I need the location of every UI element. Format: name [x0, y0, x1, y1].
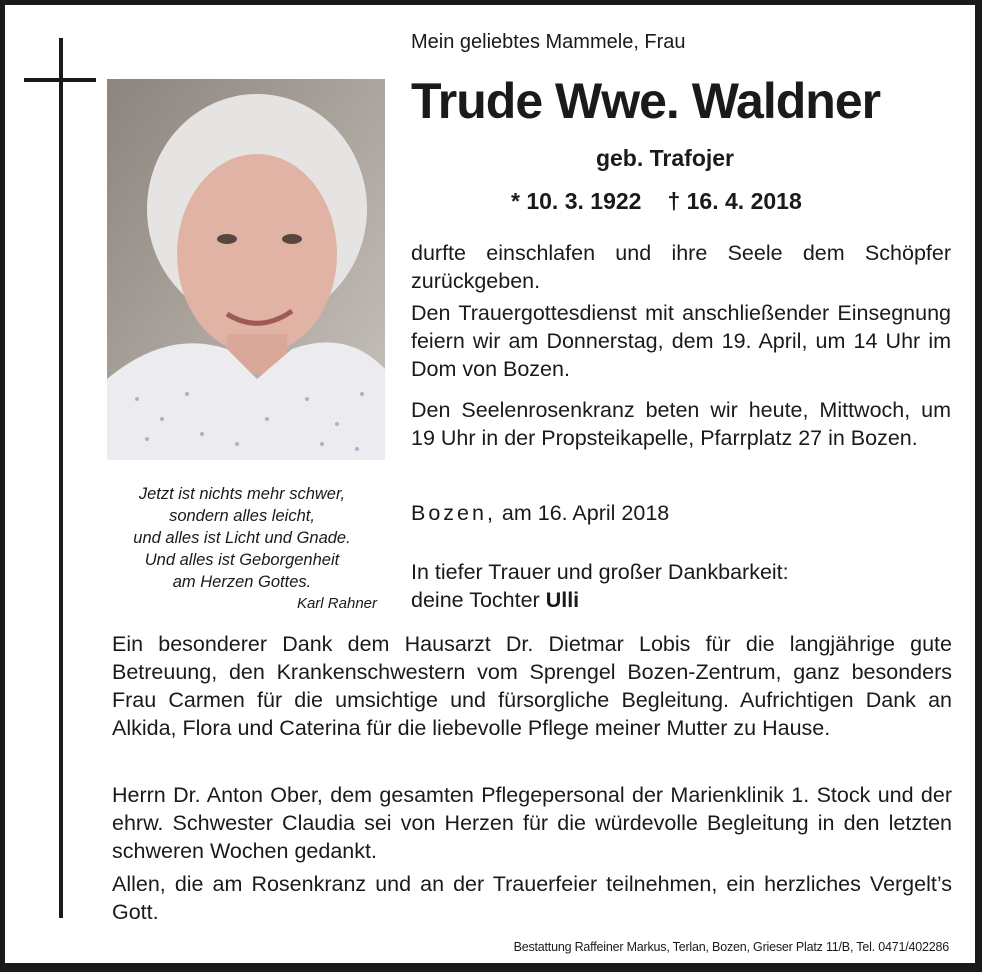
- poem-quote: [107, 483, 377, 593]
- body-paragraph: Den Seelenrosenkranz beten wir heute, Mittwoch, um 19 Uhr in der Propsteikapelle, Pfarrplatz 27 in Bozen.: [411, 398, 951, 450]
- mourn-line: [411, 586, 951, 614]
- mourner-name: Ulli: [545, 588, 580, 612]
- poem-line: am Herzen Gottes.: [172, 573, 312, 591]
- thanks-paragraph: Allen, die am Rosenkranz und an der Trauerfeier teilnehmen, ein herzliches Vergelt’s Gott.: [112, 872, 952, 924]
- mourners: [411, 558, 951, 614]
- death-date: † 16. 4. 2018: [667, 188, 802, 214]
- mourn-prefix: deine Tochter: [411, 588, 540, 612]
- place-date: [411, 501, 951, 526]
- body-paragraph: Den Trauergottesdienst mit anschließender Einsegnung feiern wir am Donnerstag, dem 19. April, um 14 Uhr im Dom von Bozen.: [411, 301, 951, 381]
- thanks-paragraph: Ein besonderer Dank dem Hausarzt Dr. Dietmar Lobis für die langjährige gute Betreuung, den Krankenschwestern vom Sprengel Bozen-Zentrum, ganz besonders Frau Carmen für die umsichtige und fürsorgliche Begleitung. Aufrichtigen Dank an Alkida, Flora und Caterina für die liebevolle Pflege meiner Mutter zu Hause.: [112, 632, 952, 740]
- place: Bozen,: [411, 501, 496, 525]
- poem-line: Jetzt ist nichts mehr schwer,: [138, 485, 346, 503]
- obituary-card: [5, 5, 975, 963]
- cross-icon-bar: [24, 78, 96, 82]
- birth-name: geb. Trafojer: [595, 145, 735, 171]
- poem-author: Karl Rahner: [296, 595, 377, 612]
- cross-icon: [59, 38, 63, 918]
- funeral-home-footer: Bestattung Raffeiner Markus, Terlan, Bozen, Grieser Platz 11/B, Tel. 0471/402286: [513, 940, 949, 954]
- body-paragraph: durfte einschlafen und ihre Seele dem Schöpfer zurückgeben.: [411, 241, 951, 293]
- date: am 16. April 2018: [501, 501, 670, 525]
- portrait-photo: [107, 79, 385, 460]
- deceased-name: Trude Wwe. Waldner: [411, 73, 881, 129]
- portrait-illustration: [107, 79, 385, 460]
- life-dates: [511, 188, 975, 215]
- thanks-paragraph: Herrn Dr. Anton Ober, dem gesamten Pflegepersonal der Marienklinik 1. Stock und der ehrw. Schwester Claudia sei von Herzen für die würdevolle Begleitung in den letzten schweren Wochen gedankt.: [112, 783, 952, 863]
- intro-line: Mein geliebtes Mammele, Frau: [411, 31, 686, 53]
- mourn-line: In tiefer Trauer und großer Dankbarkeit:: [411, 560, 789, 584]
- poem-line: und alles ist Licht und Gnade.: [133, 529, 351, 547]
- poem-line: Und alles ist Geborgenheit: [144, 551, 340, 569]
- birth-date: * 10. 3. 1922: [511, 188, 642, 214]
- poem-line: sondern alles leicht,: [169, 507, 315, 525]
